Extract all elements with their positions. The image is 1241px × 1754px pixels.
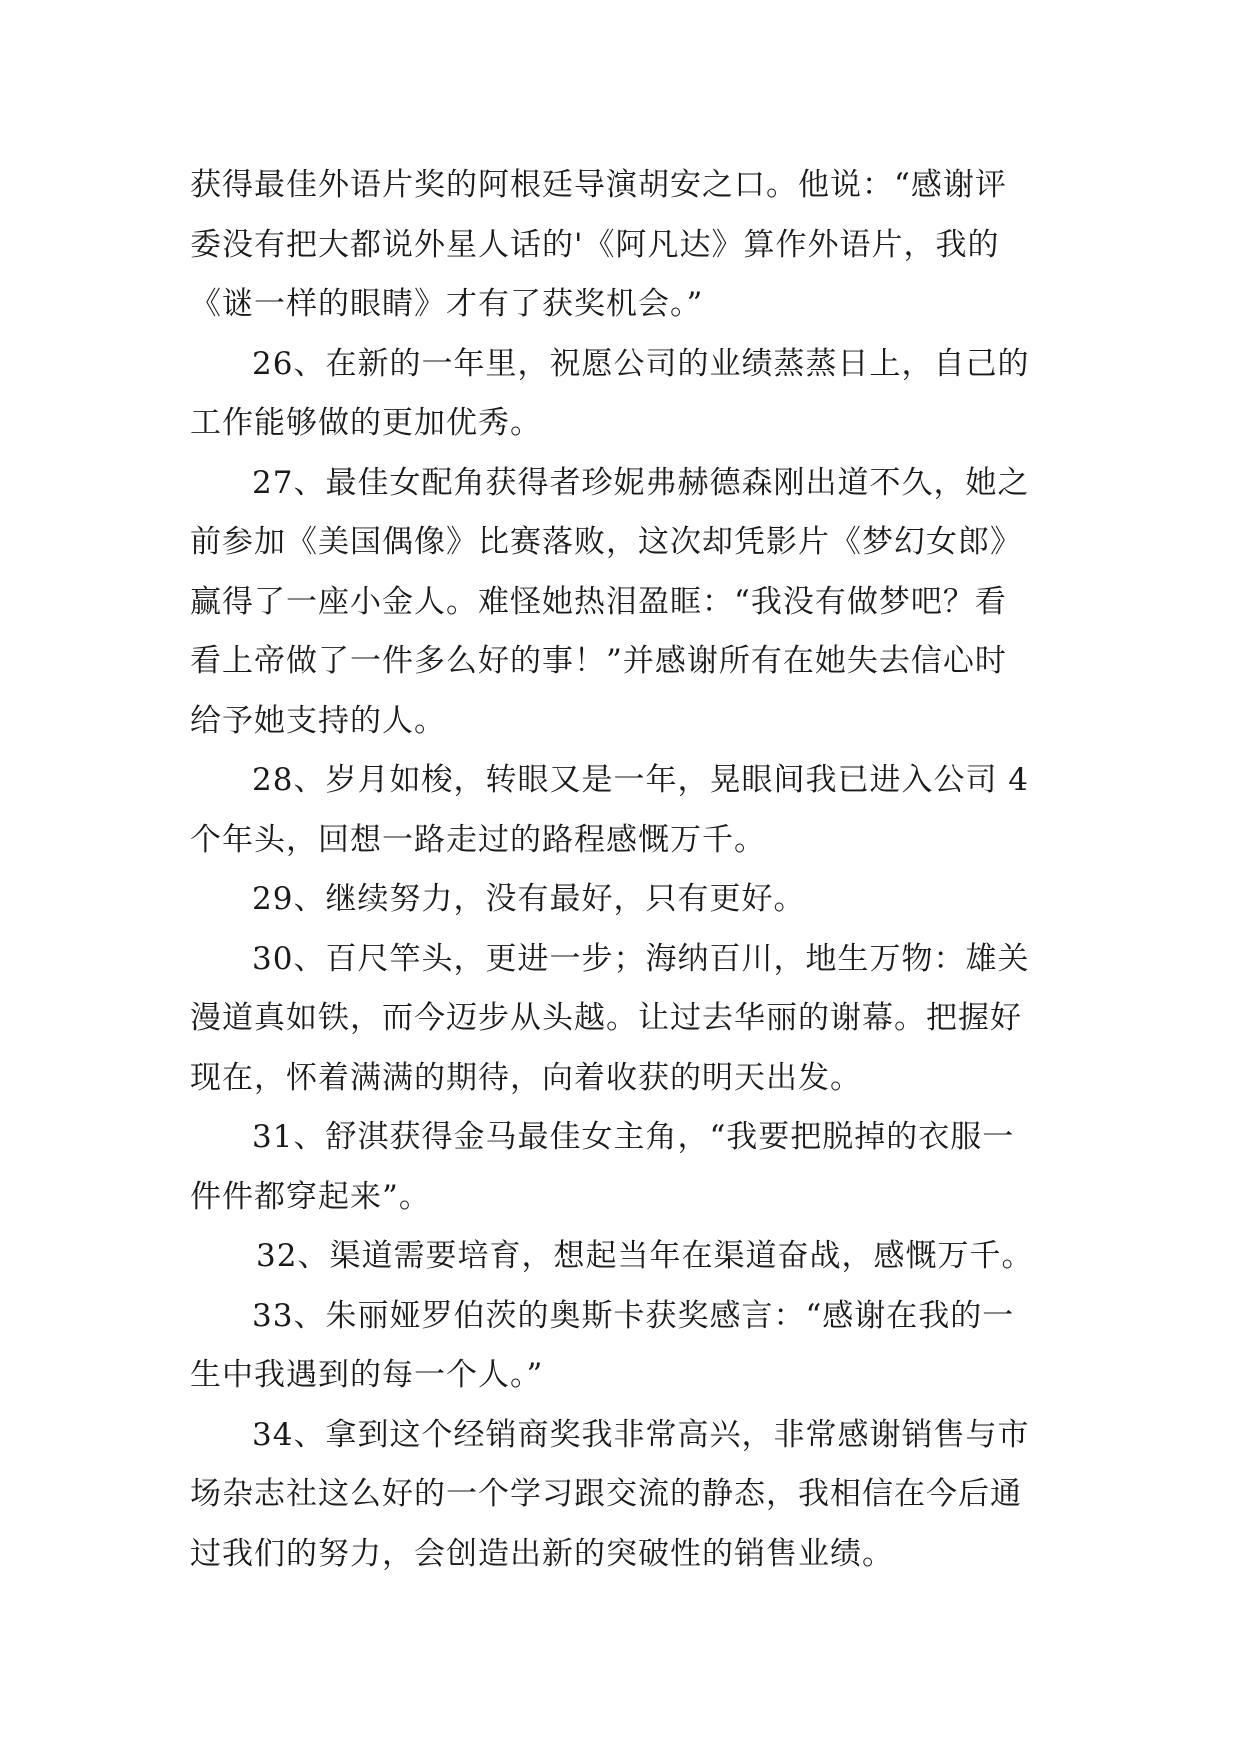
paragraph-28-line-2: 个年头，回想一路走过的路程感慨万千。 — [190, 822, 766, 858]
paragraph-27-line-3: 赢得了一座小金人。难怪她热泪盈眶：“我没有做梦吧？看 — [190, 584, 1007, 620]
paragraph-27-line-4: 看上帝做了一件多么好的事！”并感谢所有在她失去信心时 — [190, 643, 1007, 679]
paragraph-25-line-3: 《谜一样的眼睛》才有了获奖机会。” — [190, 286, 704, 322]
paragraph-29-line-1: 29、继续努力，没有最好，只有更好。 — [252, 881, 806, 917]
paragraph-27-line-2: 前参加《美国偶像》比赛落败，这次却凭影片《梦幻女郎》 — [190, 524, 1022, 560]
paragraph-32-line-1: 32、渠道需要培育，想起当年在渠道奋战，感慨万千。 — [256, 1238, 1034, 1274]
paragraph-26-line-2: 工作能够做的更加优秀。 — [190, 405, 542, 441]
paragraph-30-line-1: 30、百尺竿头，更进一步；海纳百川，地生万物：雄关 — [252, 941, 1030, 977]
paragraph-25-line-2: 委没有把大都说外星人话的'《阿凡达》算作外语片，我的 — [190, 227, 1000, 263]
paragraph-31-line-1: 31、舒淇获得金马最佳女主角，“我要把脱掉的衣服一 — [252, 1119, 1015, 1155]
paragraph-30-line-3: 现在，怀着满满的期待，向着收获的明天出发。 — [190, 1060, 862, 1096]
paragraph-33-line-2: 生中我遇到的每一个人。” — [190, 1357, 544, 1393]
paragraph-28-line-1: 28、岁月如梭，转眼又是一年，晃眼间我已进入公司 4 — [252, 762, 1030, 798]
paragraph-25-line-1: 获得最佳外语片奖的阿根廷导演胡安之口。他说：“感谢评 — [190, 167, 1007, 203]
paragraph-34-line-3: 过我们的努力，会创造出新的突破性的销售业绩。 — [190, 1536, 894, 1572]
paragraph-31-line-2: 件件都穿起来”。 — [190, 1179, 431, 1215]
paragraph-30-line-2: 漫道真如铁，而今迈步从头越。让过去华丽的谢幕。把握好 — [190, 1000, 1022, 1036]
paragraph-34-line-2: 场杂志社这么好的一个学习跟交流的静态，我相信在今后通 — [190, 1476, 1022, 1512]
paragraph-27-line-1: 27、最佳女配角获得者珍妮弗赫德森刚出道不久，她之 — [252, 465, 1030, 501]
paragraph-26-line-1: 26、在新的一年里，祝愿公司的业绩蒸蒸日上，自己的 — [252, 346, 1030, 382]
paragraph-27-line-5: 给予她支持的人。 — [190, 703, 446, 739]
paragraph-34-line-1: 34、拿到这个经销商奖我非常高兴，非常感谢销售与市 — [252, 1417, 1030, 1453]
paragraph-33-line-1: 33、朱丽娅罗伯茨的奥斯卡获奖感言：“感谢在我的一 — [252, 1298, 1015, 1334]
